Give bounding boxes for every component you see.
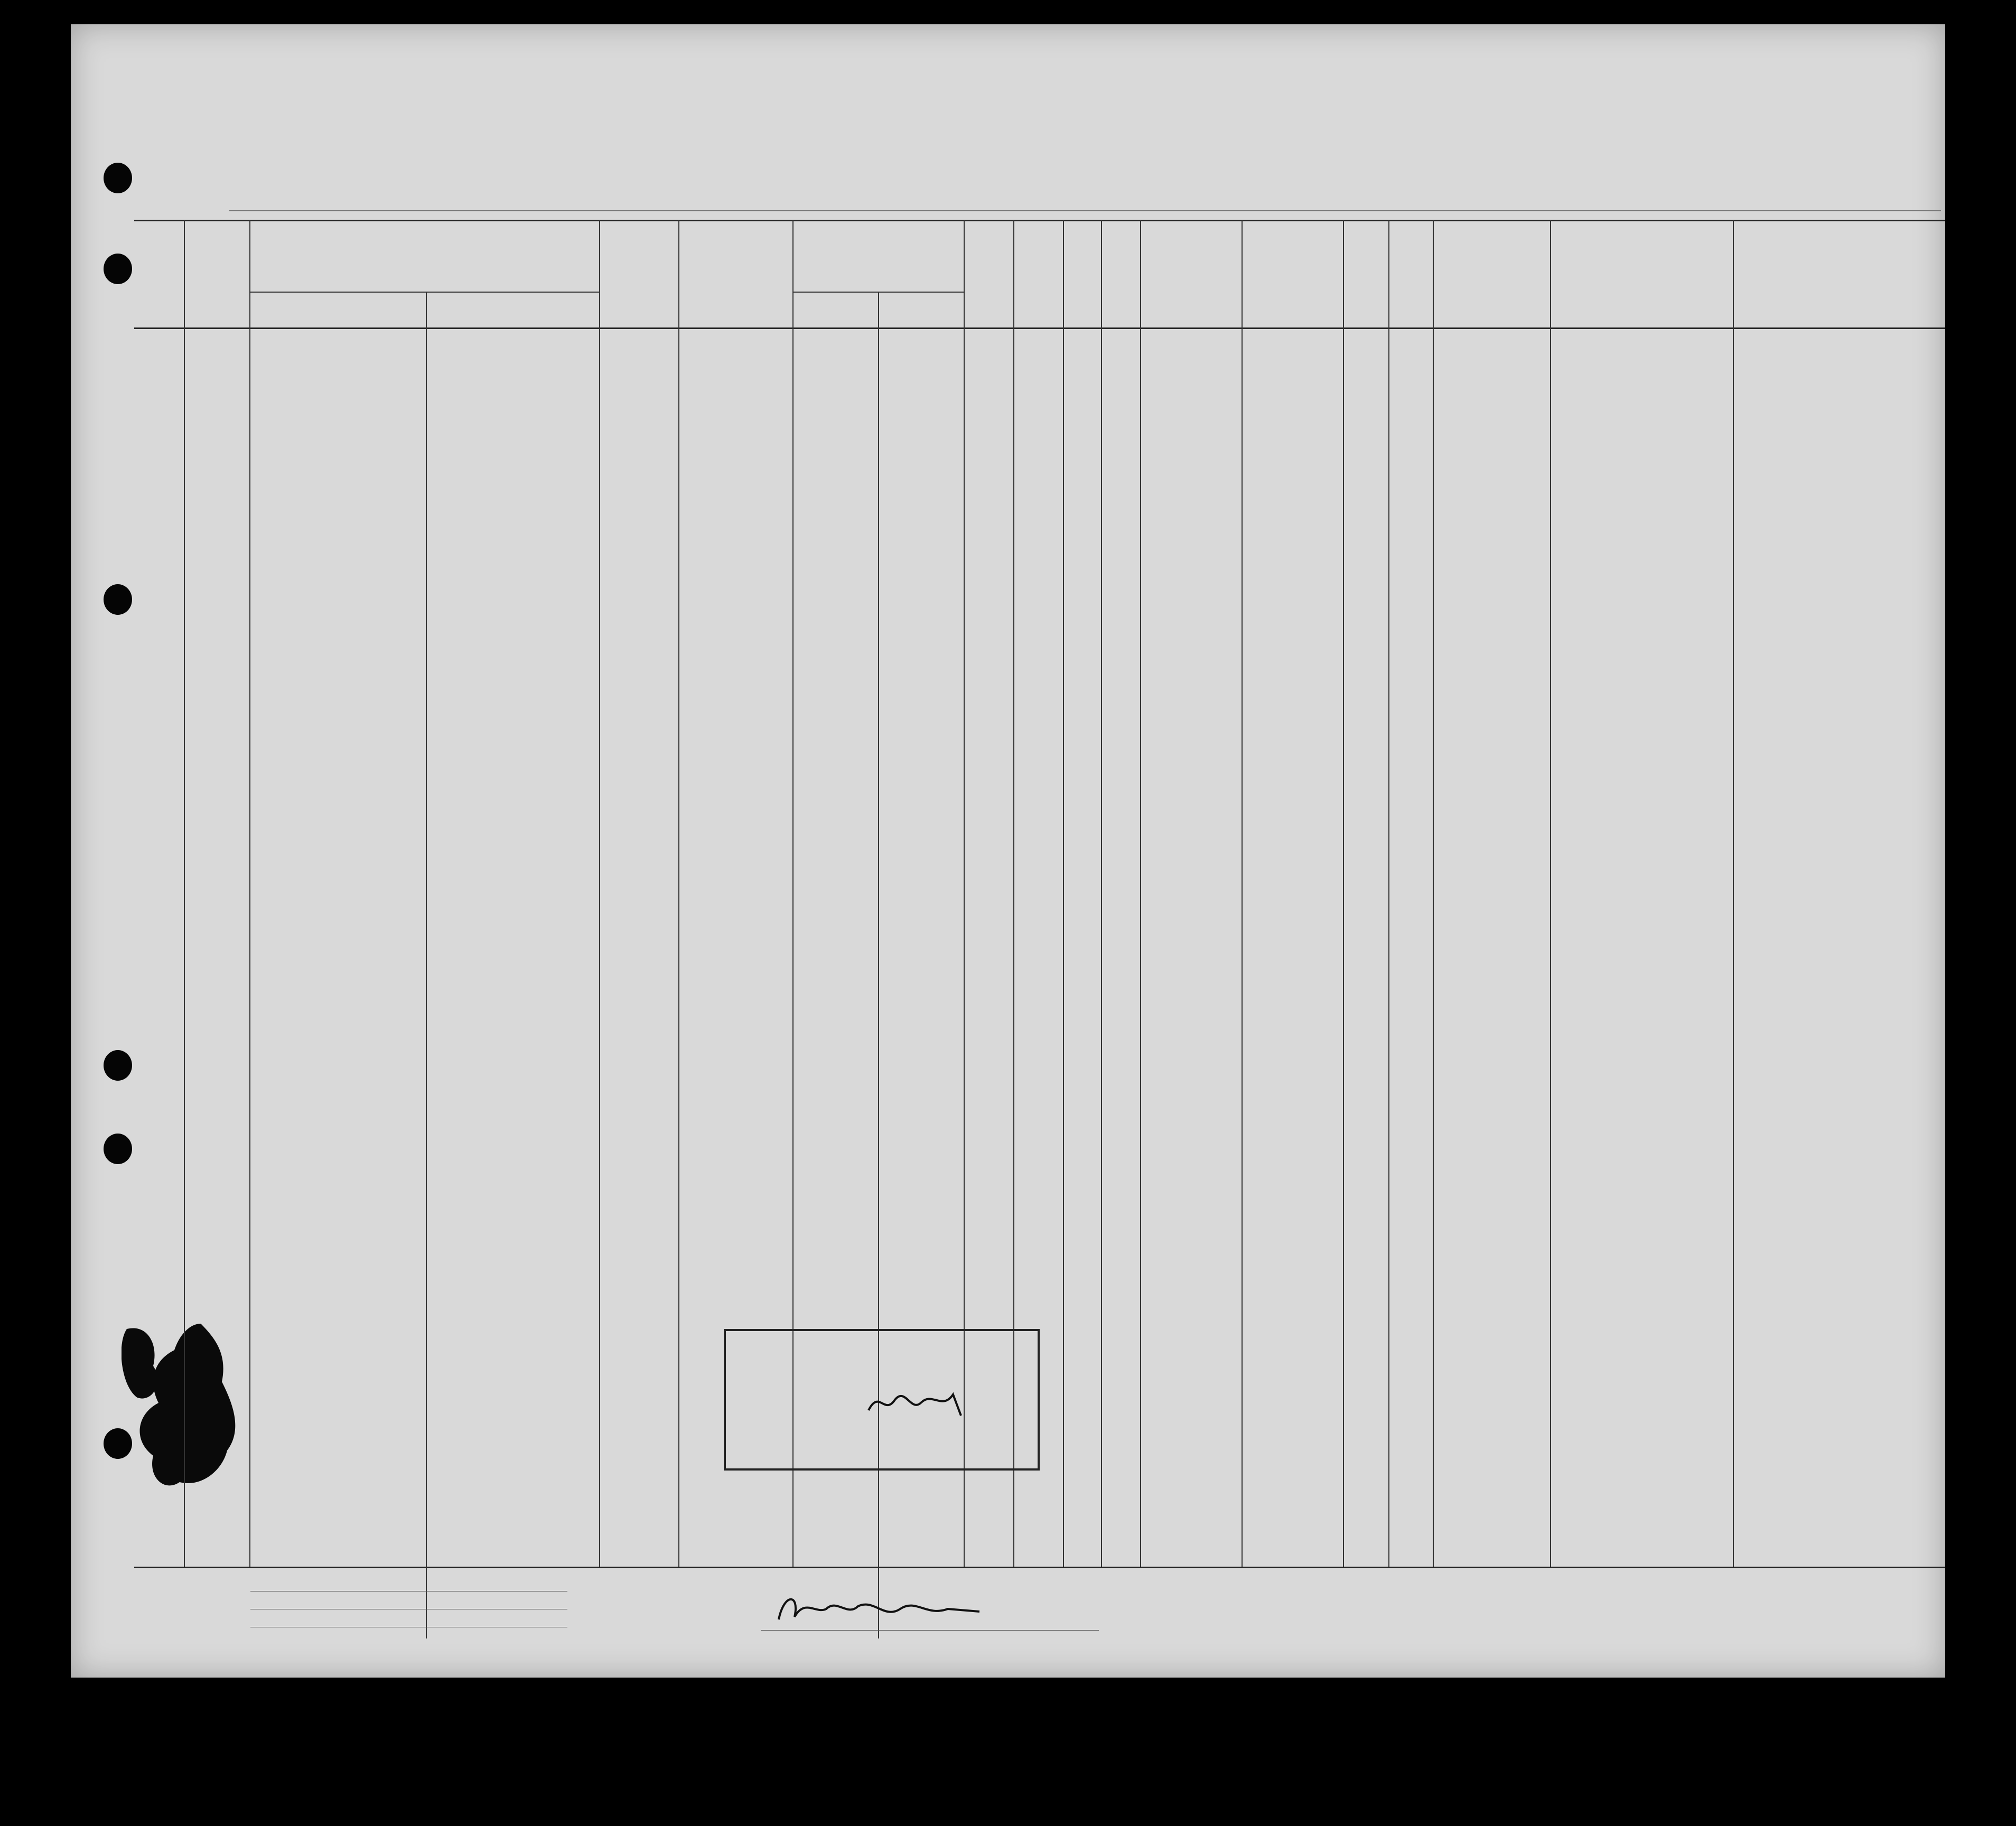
- table-top-rule: [134, 220, 1945, 221]
- vessel-underline: [229, 210, 1941, 211]
- punch-hole: [104, 584, 132, 615]
- punch-hole: [104, 1134, 132, 1164]
- punch-hole: [104, 254, 132, 284]
- table-bottom-rule: [134, 1567, 1945, 1568]
- punch-hole: [104, 163, 132, 193]
- sheet-number-field: [1685, 69, 1701, 85]
- manifest-sheet: [71, 24, 1945, 1678]
- seal-impression: [122, 1313, 259, 1514]
- closing-note: [398, 1317, 446, 1338]
- inspector-signature: [768, 1588, 990, 1630]
- consul-signature: [863, 1384, 969, 1421]
- table-header-rule: [134, 327, 1945, 329]
- consulate-stamp: [724, 1329, 1040, 1471]
- punch-hole: [104, 1050, 132, 1081]
